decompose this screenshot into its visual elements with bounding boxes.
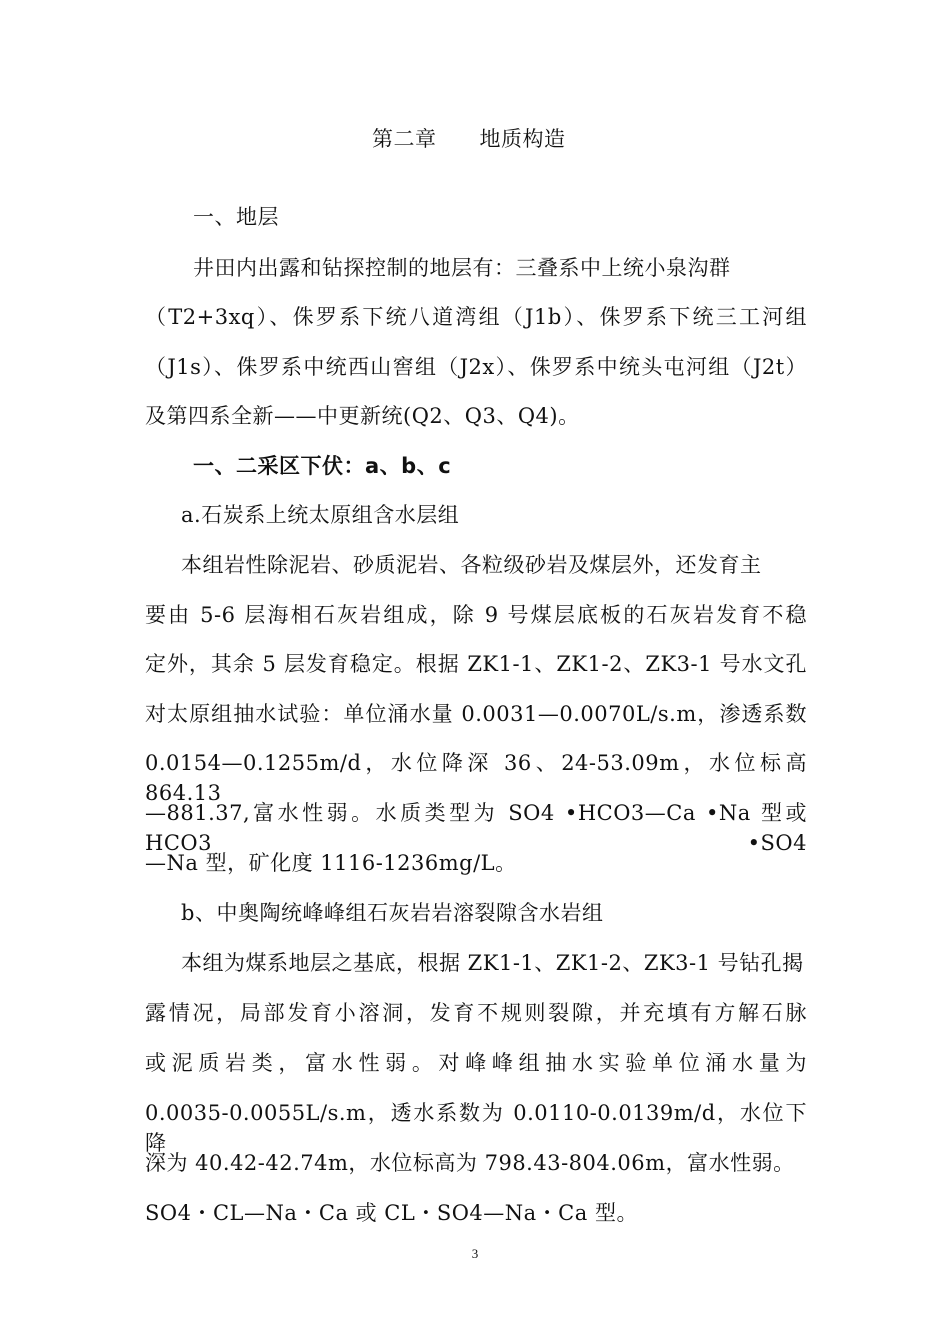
paragraph-line: 本组岩性除泥岩、砂质泥岩、各粒级砂岩及煤层外，还发育主 — [181, 553, 762, 577]
paragraph-line: 井田内出露和钻探控制的地层有：三叠系中上统小泉沟群 — [193, 256, 731, 280]
paragraph-line: 0.0035-0.0055L/s.m，透水系数为 0.0110-0.0139m/d，水位下降 — [145, 1101, 807, 1155]
paragraph-line: （J1s）、侏罗系中统西山窖组（J2x）、侏罗系中统头屯河组（J2t） — [145, 355, 807, 379]
paragraph-line: 深为 40.42-42.74m，水位标高为 798.43-804.06m，富水性弱。 — [145, 1151, 795, 1175]
paragraph-line: —881.37,富水性弱。水质类型为 SO4 •HCO3—Ca •Na 型或 HCO3 •SO4 — [145, 801, 807, 855]
paragraph-line: 或泥质岩类，富水性弱。对峰峰组抽水实验单位涌水量为 — [145, 1051, 807, 1075]
page-number: 3 — [471, 1246, 479, 1261]
paragraph-line: 0.0154—0.1255m/d，水位降深 36、24-53.09m，水位标高 864.13 — [145, 751, 807, 805]
paragraph-line: —Na 型，矿化度 1116-1236mg/L。 — [145, 851, 517, 875]
paragraph-line: 定外，其余 5 层发育稳定。根据 ZK1-1、ZK1-2、ZK3-1 号水文孔 — [145, 652, 807, 676]
paragraph-line: 本组为煤系地层之基底，根据 ZK1-1、ZK1-2、ZK3-1 号钻孔揭 — [181, 951, 804, 975]
paragraph-line: 要由 5-6 层海相石灰岩组成，除 9 号煤层底板的石灰岩发育不稳 — [145, 603, 807, 627]
part-a-heading: a.石炭系上统太原组含水层组 — [181, 503, 460, 527]
paragraph-line: （T2+3xq）、侏罗系下统八道湾组（J1b）、侏罗系下统三工河组 — [145, 305, 807, 329]
section-heading: 一、地层 — [193, 205, 279, 229]
paragraph-line: SO4・CL—Na・Ca 或 CL・SO4—Na・Ca 型。 — [145, 1201, 638, 1225]
paragraph-line: 及第四系全新——中更新统(Q2、Q3、Q4)。 — [145, 404, 580, 428]
paragraph-line: 露情况，局部发育小溶洞，发育不规则裂隙，并充填有方解石脉 — [145, 1001, 807, 1025]
paragraph-line: 对太原组抽水试验：单位涌水量 0.0031—0.0070L/s.m，渗透系数 — [145, 702, 807, 726]
chapter-title: 第二章 地质构造 — [372, 127, 566, 151]
subsection-heading: 一、二采区下伏：a、b、c — [193, 454, 452, 478]
part-b-heading: b、中奥陶统峰峰组石灰岩岩溶裂隙含水岩组 — [181, 901, 604, 925]
